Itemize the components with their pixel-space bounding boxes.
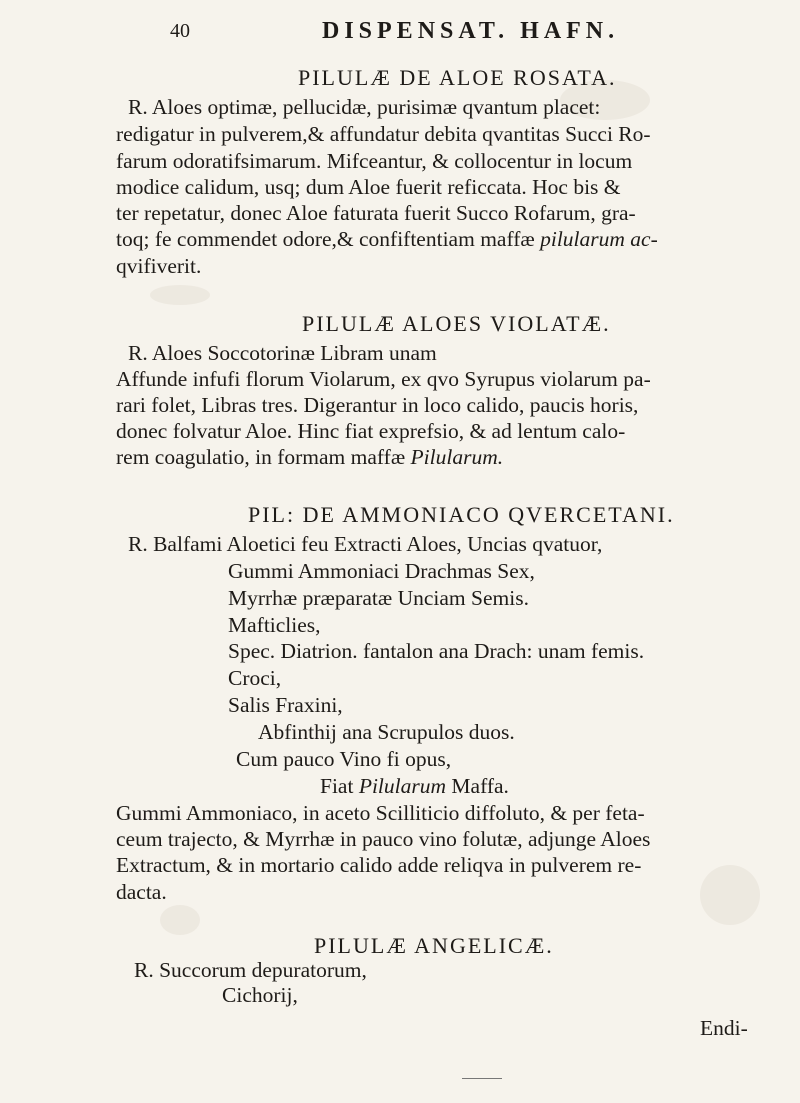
text-line: R. Aloes Soccotorinæ Libram unam (128, 341, 437, 365)
text-span: Maffa. (451, 774, 509, 798)
text-line: Extractum, & in mortario calido adde reliqva in pulverem re- (116, 853, 642, 877)
italic-word: Pilularum (358, 774, 447, 798)
text-line: Gummi Ammoniaco, in aceto Scilliticio diffoluto, & per feta- (116, 801, 645, 825)
text-line: R. Aloes optimæ, pellucidæ, purisimæ qvantum placet: (128, 95, 601, 119)
section-title: PIL: DE AMMONIACO QVERCETANI. (248, 502, 675, 527)
text-line: rari folet, Libras tres. Digerantur in loco calido, paucis horis, (116, 393, 639, 417)
text-line: Affunde infufi florum Violarum, ex qvo Syrupus violarum pa- (116, 367, 651, 391)
text-line: ter repetatur, donec Aloe faturata fuerit Succo Rofarum, gra- (116, 201, 636, 225)
text-line: Myrrhæ præparatæ Unciam Semis. (228, 586, 529, 610)
text-line: R. Balfami Aloetici feu Extracti Aloes, Uncias qvatuor, (128, 532, 603, 556)
section-title: PILULÆ ALOES VIOLATÆ. (302, 311, 611, 336)
text-line: dacta. (116, 880, 167, 904)
text-span: toq; fe commendet odore,& confiftentiam maffæ (116, 227, 535, 251)
text-span: Fiat (320, 774, 354, 798)
text-line: Cum pauco Vino fi opus, (236, 747, 452, 771)
italic-word: Pilularum. (410, 445, 504, 469)
text-line (320, 776, 509, 798)
running-head (170, 18, 790, 58)
section-title: PILULÆ DE ALOE ROSATA. (298, 65, 617, 90)
italic-word: pilularum ac- (540, 227, 658, 251)
text-line: Abfinthij ana Scrupulos duos. (258, 720, 515, 744)
text-line: ceum trajecto, & Myrrhæ in pauco vino folutæ, adjunge Aloes (116, 827, 651, 851)
catchword: Endi- (700, 1016, 748, 1040)
text-line: qvifiverit. (116, 254, 202, 278)
section-title: PILULÆ ANGELICÆ. (314, 933, 554, 958)
text-line: farum odoratifsimarum. Mifceantur, & collocentur in locum (116, 149, 633, 173)
paper-stain (160, 905, 200, 935)
text-line: modice calidum, usq; dum Aloe fuerit reficcata. Hoc bis & (116, 175, 621, 199)
text-span: rem coagulatio, in formam maffæ (116, 445, 406, 469)
text-line: Spec. Diatrion. fantalon ana Drach: unam femis. (228, 639, 645, 663)
page-number: 40 (170, 20, 190, 42)
paper-stain (700, 865, 760, 925)
text-line: Gummi Ammoniaci Drachmas Sex, (228, 559, 535, 583)
text-line: Salis Fraxini, (228, 693, 343, 717)
text-line: redigatur in pulverem,& affundatur debita qvantitas Succi Ro- (116, 122, 651, 146)
text-line: Cichorij, (222, 983, 298, 1007)
text-line: Mafticlies, (228, 613, 321, 637)
paper-stain (150, 285, 210, 305)
running-title: DISPENSAT. HAFN. (322, 18, 620, 44)
text-line (116, 447, 503, 469)
decorative-rule (462, 1078, 502, 1079)
text-line: Croci, (228, 666, 282, 690)
text-line (116, 229, 658, 251)
text-line: R. Succorum depuratorum, (134, 958, 367, 982)
text-line: donec folvatur Aloe. Hinc fiat exprefsio, & ad lentum calo- (116, 419, 626, 443)
